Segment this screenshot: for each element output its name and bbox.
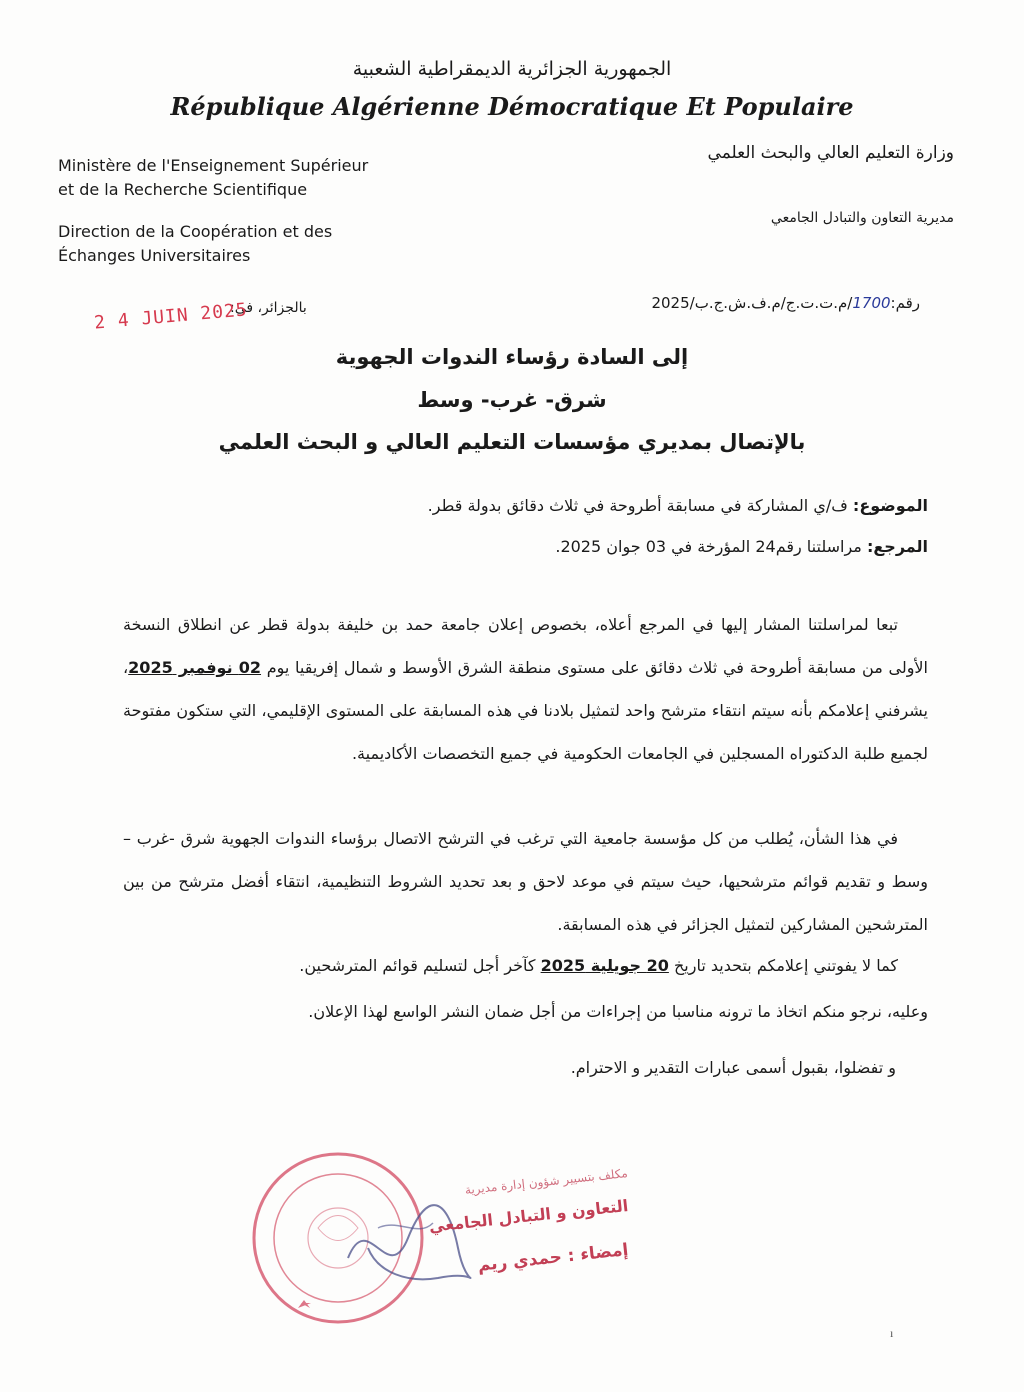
p5-text: و تفضلوا، بقبول أسمى عبارات التقدير و الاحترام. [570, 1058, 896, 1077]
direction-fr-line-1: Direction de la Coopération et des [58, 222, 333, 241]
reference-handwritten-number: 1700 [852, 294, 891, 312]
reference-label: المرجع: [866, 537, 928, 556]
republic-title-french: République Algérienne Démocratique Et Populaire [170, 92, 854, 121]
direction-name-arabic: مديرية التعاون والتبادل الجامعي [770, 210, 954, 226]
p3-deadline-date: 20 جويلية 2025 [540, 956, 669, 975]
addressee-line-2: شرق- غرب- وسط [417, 388, 607, 412]
addressee-line-3: بالإتصال بمديري مؤسسات التعليم العالي و البحث العلمي [218, 430, 806, 454]
direction-name-french [58, 220, 332, 268]
p4-text: وعليه، نرجو منكم اتخاذ ما ترونه مناسبا من إجراءات من أجل ضمان النشر الواسع لهذا الإعلان. [308, 1002, 928, 1021]
body-paragraph-2 [123, 817, 928, 946]
date-stamp: 2 4 JUIN 2025 [93, 299, 249, 334]
ministry-fr-line-2: et de la Recherche Scientifique [58, 180, 308, 199]
official-stamp [248, 1148, 628, 1328]
republic-title-arabic: الجمهورية الجزائرية الديمقراطية الشعبية [352, 58, 672, 80]
stamp-line-2: التعاون و التبادل الجامعي [427, 1196, 629, 1236]
addressee-line-1: إلى السادة رؤساء الندوات الجهوية [335, 345, 689, 369]
body-paragraph-1 [123, 603, 928, 775]
p1-part-a: تبعا لمراسلتنا المشار إليها في المرجع أعلاه، بخصوص إعلان جامعة حمد بن خليفة بدولة قطر عن انطلاق النسخة الأولى من مسابقة أطروحة في ثلاث دقائق على مستوى منطقة الشرق الأوسط و شمال إفريقيا يوم [123, 615, 928, 677]
ministry-name-french [58, 154, 368, 202]
ministry-name-arabic: وزارة التعليم العالي والبحث العلمي [707, 143, 954, 163]
subject-label: الموضوع: [852, 496, 928, 515]
corner-mark: ı [890, 1326, 894, 1340]
p1-event-date: 02 نوفمبر 2025 [128, 658, 262, 677]
p2-text: في هذا الشأن، يُطلب من كل مؤسسة جامعية التي ترغب في الترشح الاتصال برؤساء الندوات الجهوية شرق -غرب –وسط و تقديم قوائم مترشحيها، حيث سيتم في موعد لاحق و بعد تحديد الشروط التنظيمية، انتقاء أفضل مترشح من بين المترشحين المشاركين لتمثيل الجزائر في هذه المسابقة. [123, 829, 928, 934]
subject-text: ف/ي المشاركة في مسابقة أطروحة في ثلاث دقائق بدولة قطر. [427, 496, 853, 515]
direction-fr-line-2: Échanges Universitaires [58, 246, 251, 265]
p1-part-b: ، يشرفني إعلامكم بأنه سيتم انتقاء مترشح واحد لتمثيل بلادنا في هذه المسابقة على المستوى الإقليمي، التي ستكون مفتوحة لجميع طلبة الدكتوراه المسجلين في الجامعات الحكومية في جميع التخصصات الأكاديمية. [123, 658, 928, 763]
body-paragraph-3 [123, 944, 928, 987]
reference-line [555, 537, 928, 556]
p3-part-b: كآخر أجل لتسليم قوائم المترشحين. [299, 956, 541, 975]
subject-line [428, 496, 928, 515]
place-date-label: بالجزائر، في: [230, 300, 307, 316]
closing-formula [571, 1046, 896, 1089]
reference-text: مراسلتنا رقم24 المؤرخة في 03 جوان 2025. [555, 537, 867, 556]
stamp-line-3: إمضاء : حمدي ريم [476, 1240, 630, 1276]
reference-number [651, 294, 920, 312]
reference-code: /م.ت.ت.ج/م.ف.ش.ج.ب/2025 [651, 294, 853, 312]
reference-prefix: رقم: [890, 294, 920, 312]
p3-part-a: كما لا يفوتني إعلامكم بتحديد تاريخ [668, 956, 898, 975]
body-paragraph-4 [123, 990, 928, 1033]
stamp-line-1: مكلف بتسيير شؤون إدارة مديرية [464, 1166, 629, 1198]
ministry-fr-line-1: Ministère de l'Enseignement Supérieur [58, 156, 369, 175]
